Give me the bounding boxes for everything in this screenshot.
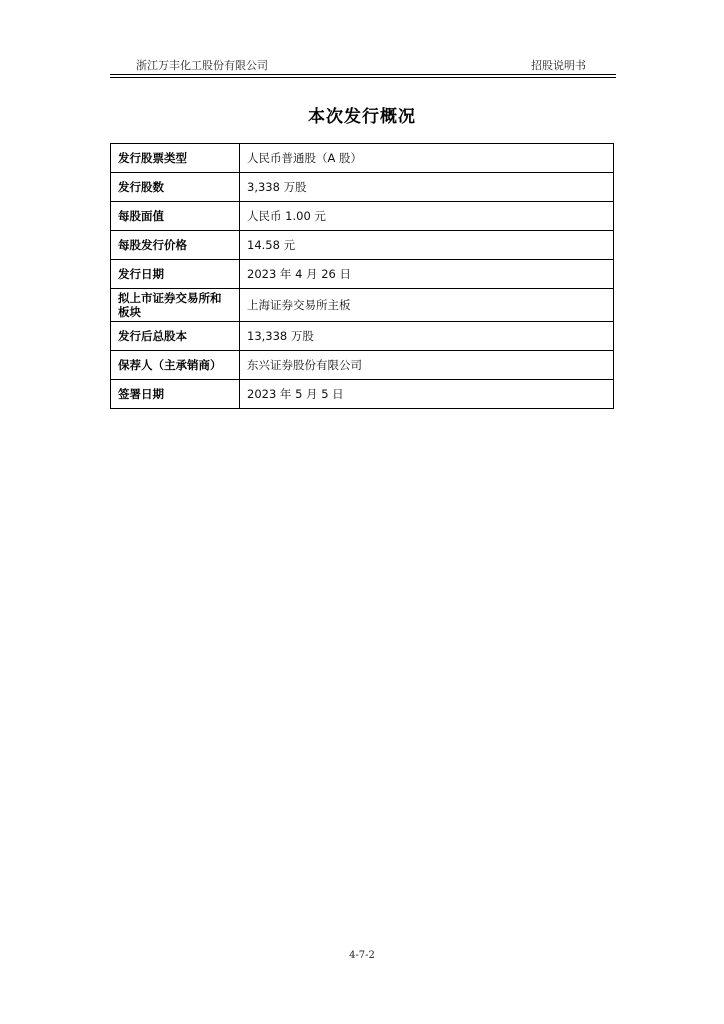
row-value: 2023 年 5 月 5 日 <box>240 380 614 409</box>
row-value: 人民币 1.00 元 <box>240 202 614 231</box>
table-row <box>111 202 614 231</box>
table-row <box>111 231 614 260</box>
row-label: 发行后总股本 <box>111 322 240 351</box>
row-label: 发行股票类型 <box>111 144 240 173</box>
header-rule-thick <box>110 74 616 75</box>
header-rule-thin <box>110 77 616 78</box>
page-title: 本次发行概况 <box>308 107 416 127</box>
page-number: 4-7-2 <box>349 950 375 961</box>
table-row <box>111 322 614 351</box>
header-document-type: 招股说明书 <box>531 59 586 72</box>
row-value: 上海证券交易所主板 <box>240 289 614 322</box>
row-label: 签署日期 <box>111 380 240 409</box>
row-value: 3,338 万股 <box>240 173 614 202</box>
row-label: 每股发行价格 <box>111 231 240 260</box>
row-label: 每股面值 <box>111 202 240 231</box>
row-value: 东兴证券股份有限公司 <box>240 351 614 380</box>
header-company-name: 浙江万丰化工股份有限公司 <box>136 59 268 72</box>
row-value: 2023 年 4 月 26 日 <box>240 260 614 289</box>
row-value: 13,338 万股 <box>240 322 614 351</box>
table-row <box>111 260 614 289</box>
table-row <box>111 380 614 409</box>
row-label: 保荐人（主承销商） <box>111 351 240 380</box>
row-label: 拟上市证券交易所和板块 <box>111 289 240 322</box>
table-row <box>111 144 614 173</box>
table-row <box>111 173 614 202</box>
table-row <box>111 351 614 380</box>
row-value: 14.58 元 <box>240 231 614 260</box>
table-row <box>111 289 614 322</box>
issuance-summary-table <box>110 143 614 409</box>
row-label: 发行日期 <box>111 260 240 289</box>
row-label: 发行股数 <box>111 173 240 202</box>
row-value: 人民币普通股（A 股） <box>240 144 614 173</box>
